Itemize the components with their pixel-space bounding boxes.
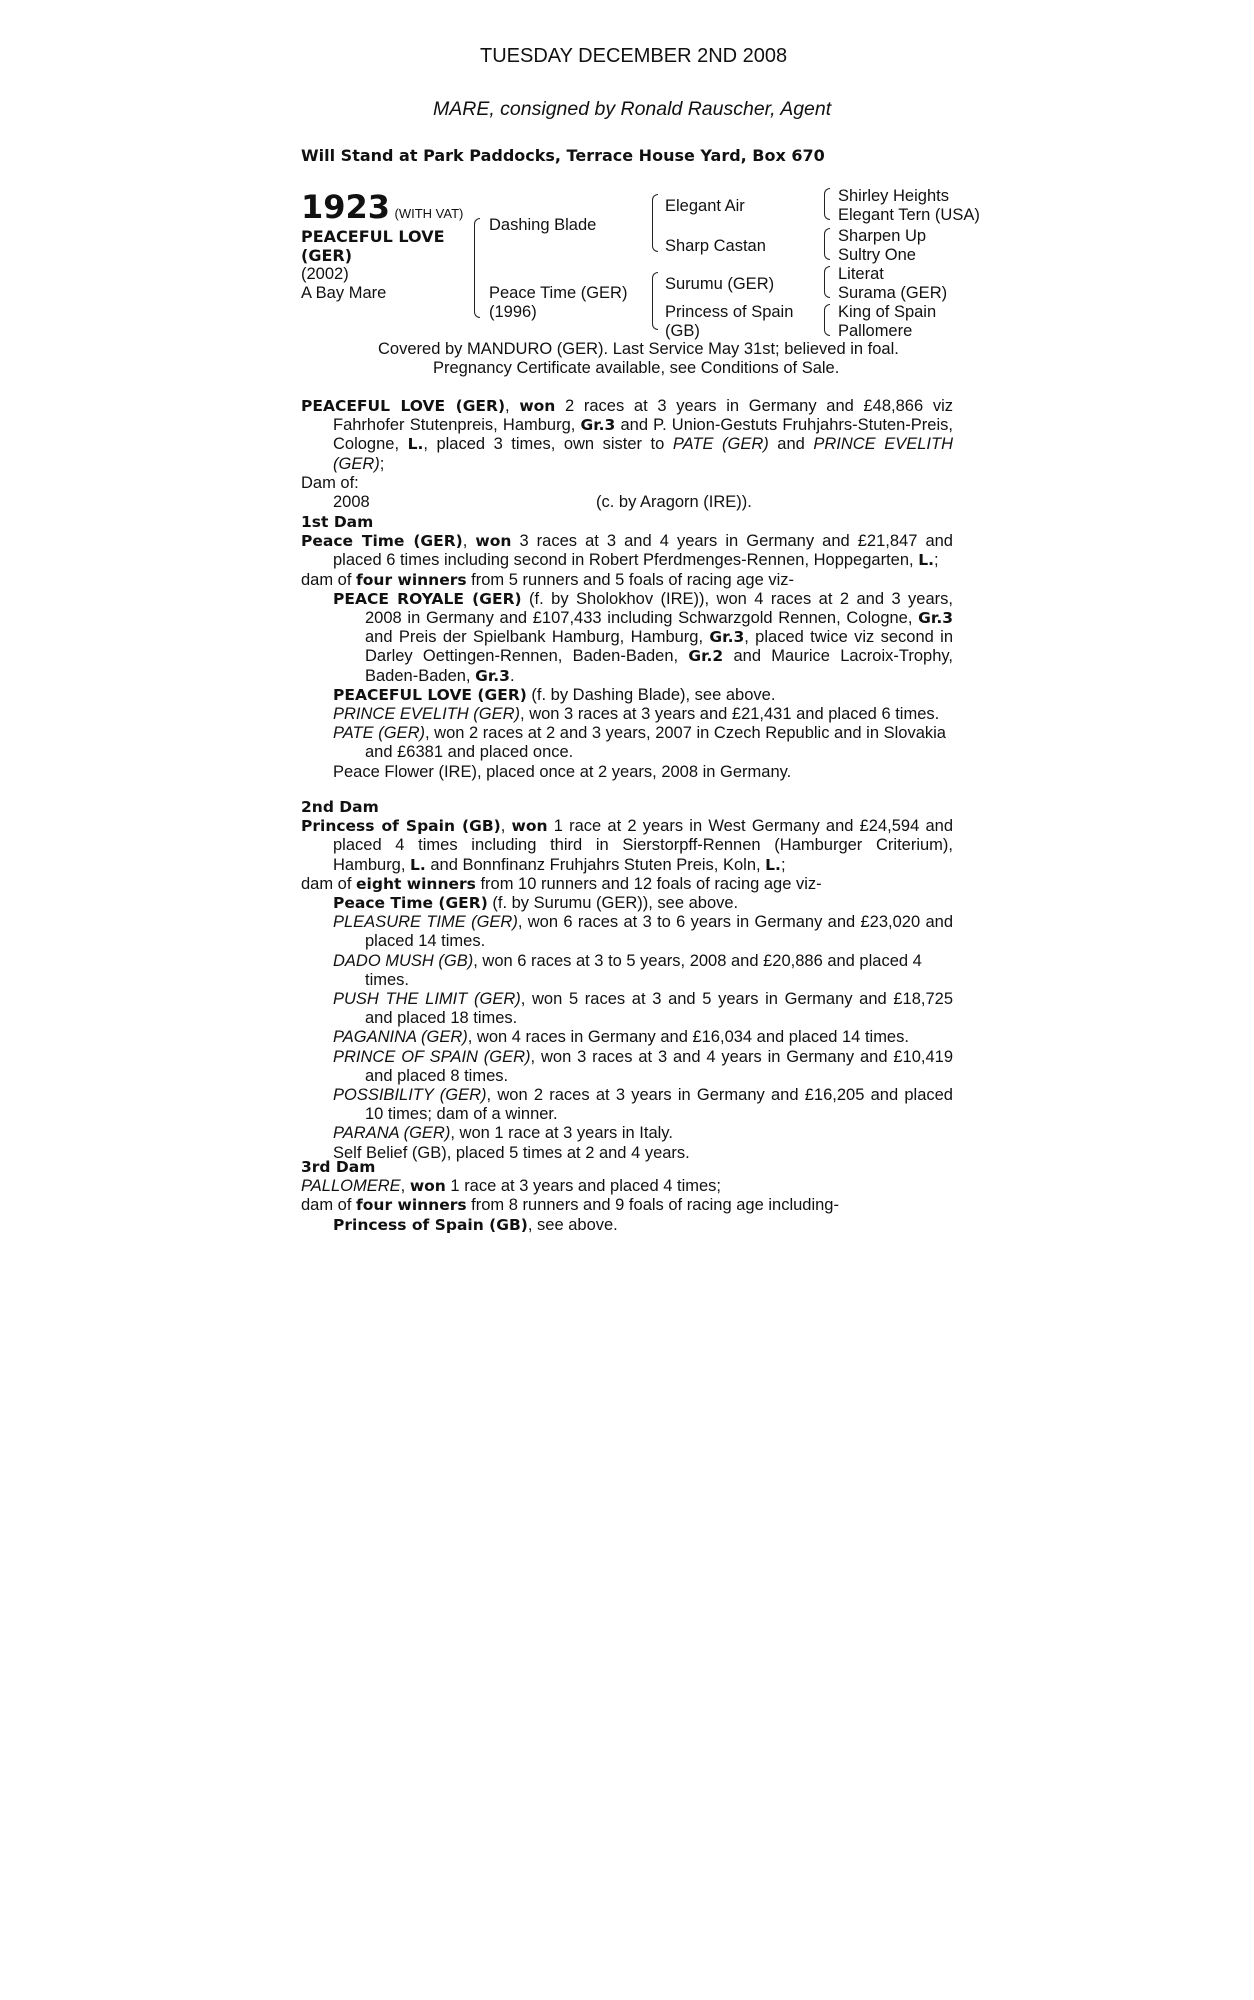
pedigree-sire: Dashing Blade	[489, 216, 597, 234]
lot-number-row	[301, 190, 463, 224]
second-dam-produce-3	[301, 952, 953, 990]
first-dam-heading: 1st Dam	[301, 513, 374, 531]
fd-p2-text: (f. by Dashing Blade), see above.	[526, 685, 776, 704]
third-dam-paragraph	[301, 1177, 953, 1196]
covered-line-1: Covered by MANDURO (GER). Last Service May 31st; believed in foal.	[378, 340, 899, 358]
second-dam-winners: eight winners	[356, 874, 476, 893]
second-dam-paragraph: Princess of Spain (GB), won 1 race at 2 years in West Germany and £24,594 and placed 4 times including third in Sierstorpff-Rennen (Hamburger Criterium), Hamburg, L. and Bonnfinanz Fruhjahrs Stuten Preis, Koln, L.;	[301, 817, 954, 874]
pedigree-sss: Shirley Heights	[838, 187, 949, 205]
fd-p1-text-b: and Preis der Spielbank Hamburg, Hamburg,	[365, 628, 710, 647]
first-dam-produce-2	[301, 686, 953, 705]
second-dam-name: Princess of Spain (GB)	[301, 817, 501, 836]
second-dam-produce-8	[301, 1124, 953, 1143]
fd-p1-gr2: Gr.2	[688, 647, 724, 666]
fd-p1-text-c: , placed twice viz second in Darley Oettingen-Rennen, Baden-Baden,	[365, 628, 953, 666]
pedigree-brace-main	[474, 218, 480, 318]
second-dam-produce-5	[301, 1028, 953, 1047]
sd-p5-name: PAGANINA (GER)	[333, 1028, 468, 1047]
lot-number: 1923	[301, 188, 391, 226]
fd-p4-text: , won 2 races at 2 and 3 years, 2007 in Czech Republic and in Slovakia and £6381 and placed once.	[365, 724, 946, 762]
fd-p1-end: .	[509, 666, 515, 685]
horse-name-2: (GER)	[301, 246, 353, 265]
first-dam-produce-4	[301, 724, 953, 762]
pedigree-ssd: Elegant Tern (USA)	[838, 206, 980, 224]
fd-p4-name: PATE (GER)	[333, 724, 425, 743]
fd-p1-name: PEACE ROYALE (GER)	[333, 589, 522, 608]
fd-p1-gr3c: Gr.3	[475, 666, 510, 685]
sd-p4-text: , won 5 races at 3 and 5 years in Germany and £18,725 and placed 18 times.	[365, 990, 954, 1028]
pedigree-brace-sd	[824, 228, 830, 260]
pedigree-dsd: Surama (GER)	[838, 284, 948, 302]
fd-p3-text: , won 3 races at 3 years and £21,431 and placed 6 times.	[520, 705, 940, 724]
produce-row	[301, 493, 953, 512]
second-dam-end: ;	[780, 855, 786, 874]
first-dam-name: Peace Time (GER)	[301, 532, 463, 551]
sd-p1-name: Peace Time (GER)	[333, 894, 488, 913]
fd-p1-gr3a: Gr.3	[918, 609, 953, 628]
third-dam-heading: 3rd Dam	[301, 1158, 376, 1176]
third-dam-winners: four winners	[356, 1196, 467, 1215]
intro-text-b: and P. Union-Gestuts Fruhjahrs-Stuten-Preis, Cologne,	[333, 416, 953, 454]
pedigree-sds: Sharpen Up	[838, 227, 927, 245]
first-dam-of	[301, 571, 953, 590]
pedigree-dam-year: (1996)	[489, 303, 537, 321]
intro-dam-of: Dam of:	[301, 473, 359, 492]
covered-line-2: Pregnancy Certificate available, see Conditions of Sale.	[433, 359, 840, 377]
pedigree-brace-dam	[652, 272, 658, 330]
first-dam-of-b: from 5 runners and 5 foals of racing age viz-	[466, 570, 795, 589]
intro-sibling-2: PRINCE EVELITH (GER)	[333, 435, 953, 473]
td-p1-text: , see above.	[527, 1215, 618, 1234]
horse-year: (2002)	[301, 265, 349, 283]
second-dam-produce-4	[301, 990, 953, 1028]
first-dam-produce-5: Peace Flower (IRE), placed once at 2 years, 2008 in Germany.	[333, 762, 792, 781]
pedigree-dd-1: Princess of Spain	[665, 303, 794, 321]
intro-and: and	[768, 435, 814, 454]
second-dam-listed-b: L.	[765, 855, 781, 874]
intro-sibling-1: PATE (GER)	[672, 435, 769, 454]
intro-end: ;	[379, 454, 385, 473]
third-dam-section	[301, 1158, 953, 1235]
first-dam-winners: four winners	[356, 570, 467, 589]
pedigree-ss: Elegant Air	[665, 197, 745, 215]
third-dam-sep: ,	[400, 1177, 410, 1196]
intro-listed: L.	[407, 435, 424, 454]
first-dam-produce-3	[301, 705, 953, 724]
second-dam-produce-2	[301, 913, 953, 951]
first-dam-end: ;	[933, 551, 939, 570]
second-dam-section	[301, 798, 953, 1163]
second-dam-heading: 2nd Dam	[301, 798, 379, 816]
produce-year: 2008	[333, 493, 370, 512]
third-dam-of	[301, 1196, 953, 1215]
second-dam-of-b: from 10 runners and 12 foals of racing age viz-	[475, 874, 822, 893]
second-dam-produce-9: Self Belief (GB), placed 5 times at 2 and 4 years.	[333, 1143, 690, 1162]
first-dam-paragraph: Peace Time (GER), won 3 races at 3 and 4 years in Germany and £21,847 and placed 6 times including second in Robert Pferdmenges-Rennen, Hoppegarten, L.;	[301, 532, 953, 570]
third-dam-name: PALLOMERE	[301, 1177, 401, 1196]
first-dam-of-a: dam of	[301, 570, 357, 589]
third-dam-of-b: from 8 runners and 9 foals of racing age including-	[466, 1196, 839, 1215]
third-dam-text: 1 race at 3 years and placed 4 times;	[445, 1177, 721, 1196]
pedigree-sd: Sharp Castan	[665, 237, 766, 255]
intro-text-a: 2 races at 3 years in Germany and £48,866 viz Fahrhofer Stutenpreis, Hamburg,	[333, 397, 953, 435]
second-dam-text-b: and Bonnfinanz Fruhjahrs Stuten Preis, Koln,	[425, 855, 766, 874]
fd-p2-name: PEACEFUL LOVE (GER)	[333, 685, 527, 704]
sd-p7-text: , won 2 races at 3 years in Germany and £16,205 and placed 10 times; dam of a winner.	[365, 1086, 953, 1124]
fd-p1-text-a: (f. by Sholokhov (IRE)), won 4 races at 2 and 3 years, 2008 in Germany and £107,433 including Schwarzgold Rennen, Cologne,	[365, 589, 953, 628]
first-dam-section	[301, 513, 953, 782]
sd-p1-text: (f. by Surumu (GER)), see above.	[487, 894, 739, 913]
second-dam-produce-6	[301, 1048, 953, 1086]
sd-p4-name: PUSH THE LIMIT (GER)	[333, 990, 521, 1009]
intro-section	[301, 397, 953, 512]
second-dam-won: won	[511, 817, 548, 836]
pedigree-ds: Surumu (GER)	[665, 275, 775, 293]
third-dam-produce-1	[301, 1216, 953, 1235]
pedigree-dss: Literat	[838, 265, 884, 283]
pedigree-sdd: Sultry One	[838, 246, 916, 264]
pedigree-dds: King of Spain	[838, 303, 937, 321]
pedigree-ddd: Pallomere	[838, 322, 913, 340]
sale-date: TUESDAY DECEMBER 2ND 2008	[480, 45, 788, 67]
produce-desc: (c. by Aragorn (IRE)).	[596, 493, 752, 512]
consignor-line: MARE, consigned by Ronald Rauscher, Agent	[433, 98, 832, 120]
first-dam-won: won	[475, 532, 512, 551]
pedigree-brace-ss	[824, 188, 830, 220]
intro-gr3: Gr.3	[580, 416, 616, 435]
second-dam-produce-7	[301, 1086, 953, 1124]
pedigree-dd-2: (GB)	[665, 322, 700, 340]
intro-paragraph: PEACEFUL LOVE (GER), won 2 races at 3 years in Germany and £48,866 viz Fahrhofer Stutenpreis, Hamburg, Gr.3 and P. Union-Gestuts Fruhjahrs-Stuten-Preis, Cologne, L., placed 3 times, own sister to PATE (GER) and PRINCE EVELITH (GER);	[301, 397, 953, 473]
sd-p6-text: , won 3 races at 3 and 4 years in Germany and £10,419 and placed 8 times.	[365, 1047, 953, 1085]
pedigree-brace-ds	[824, 266, 830, 298]
second-dam-text-a: 1 race at 2 years in West Germany and £24,594 and placed 4 times including third in Sierstorpff-Rennen (Hamburger Criterium), Hamburg,	[333, 817, 954, 874]
pedigree-dam: Peace Time (GER)	[489, 284, 628, 302]
intro-horse-name: PEACEFUL LOVE (GER)	[301, 397, 506, 415]
second-dam-produce-1	[301, 894, 953, 913]
td-p1-name: Princess of Spain (GB)	[333, 1215, 528, 1234]
first-dam-listed: L.	[918, 551, 934, 570]
horse-name-1: PEACEFUL LOVE	[301, 227, 445, 246]
intro-text-c: , placed 3 times, own sister to	[423, 435, 673, 454]
sd-p6-name: PRINCE OF SPAIN (GER)	[333, 1047, 531, 1066]
sd-p8-text: , won 1 race at 3 years in Italy.	[450, 1124, 673, 1143]
first-dam-text: 3 races at 3 and 4 years in Germany and £21,847 and placed 6 times including second in Robert Pferdmenges-Rennen, Hoppegarten,	[333, 532, 953, 570]
third-dam-won: won	[409, 1177, 446, 1196]
pedigree-brace-dd	[824, 304, 830, 336]
sd-p2-name: PLEASURE TIME (GER)	[333, 913, 518, 932]
fd-p1-gr3b: Gr.3	[709, 628, 745, 647]
pedigree-brace-sire	[652, 194, 658, 252]
sd-p5-text: , won 4 races in Germany and £16,034 and placed 14 times.	[467, 1028, 909, 1047]
horse-description: A Bay Mare	[301, 284, 387, 302]
sd-p3-name: DADO MUSH (GB)	[333, 951, 474, 970]
vat-note: (WITH VAT)	[394, 206, 464, 221]
sd-p8-name: PARANA (GER)	[333, 1124, 451, 1143]
first-dam-produce-1	[301, 590, 953, 686]
fd-p1-text-d: and Maurice Lacroix-Trophy, Baden-Baden,	[365, 647, 953, 685]
second-dam-of	[301, 875, 953, 894]
sd-p3-text: , won 6 races at 3 to 5 years, 2008 and £20,886 and placed 4 times.	[365, 951, 922, 989]
fd-p3-name: PRINCE EVELITH (GER)	[333, 705, 521, 724]
stand-location: Will Stand at Park Paddocks, Terrace House Yard, Box 670	[301, 146, 825, 165]
intro-won: won	[519, 397, 556, 415]
third-dam-of-a: dam of	[301, 1196, 357, 1215]
sd-p2-text: , won 6 races at 3 to 6 years in Germany and £23,020 and placed 14 times.	[365, 913, 953, 951]
second-dam-of-a: dam of	[301, 874, 357, 893]
sd-p7-name: POSSIBILITY (GER)	[333, 1086, 487, 1105]
second-dam-listed-a: L.	[410, 855, 426, 874]
